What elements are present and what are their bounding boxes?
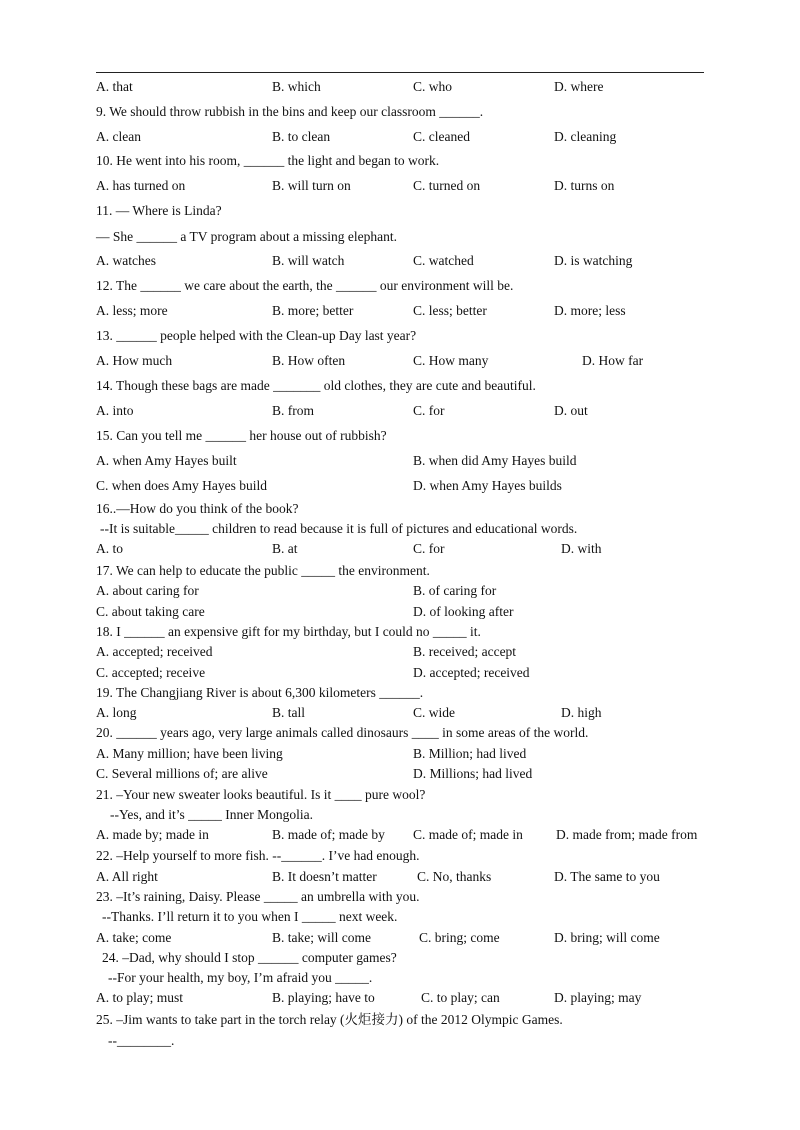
option-d: D. made from; made from: [556, 827, 698, 842]
option-c: C. accepted; receive: [96, 665, 206, 680]
option-b: B. which: [272, 79, 321, 94]
option-d: D. How far: [582, 353, 644, 368]
option-b: B. take; will come: [272, 930, 371, 945]
option-a: A. All right: [96, 869, 158, 884]
option-b: B. received; accept: [413, 644, 517, 659]
option-d: D. accepted; received: [413, 665, 530, 680]
option-d: D. The same to you: [554, 869, 660, 884]
option-c: C. cleaned: [413, 129, 470, 144]
option-a: A. into: [96, 403, 134, 418]
option-a: A. when Amy Hayes built: [96, 453, 237, 468]
option-d: D. high: [561, 705, 602, 720]
option-c: C. wide: [413, 705, 455, 720]
option-a: A. less; more: [96, 303, 168, 318]
option-d: D. playing; may: [554, 990, 642, 1005]
option-a: A. about caring for: [96, 583, 199, 598]
option-d: D. bring; will come: [554, 930, 660, 945]
option-b: B. made of; made by: [272, 827, 385, 842]
option-c: C. to play; can: [421, 990, 500, 1005]
header-rule: [96, 72, 704, 73]
option-d: D. turns on: [554, 178, 615, 193]
option-b: B. more; better: [272, 303, 354, 318]
option-b: B. tall: [272, 705, 305, 720]
option-a: A. that: [96, 79, 133, 94]
option-c: C. Several millions of; are alive: [96, 766, 268, 781]
option-b: B. Million; had lived: [413, 746, 527, 761]
option-c: C. when does Amy Hayes build: [96, 478, 267, 493]
option-c: C. who: [413, 79, 453, 94]
option-a: A. Many million; have been living: [96, 746, 283, 761]
option-b: B. It doesn’t matter: [272, 869, 377, 884]
option-a: A. watches: [96, 253, 156, 268]
option-c: C. How many: [413, 353, 489, 368]
option-c: C. watched: [413, 253, 474, 268]
option-d: D. of looking after: [413, 604, 514, 619]
option-d: D. cleaning: [554, 129, 617, 144]
option-a: A. accepted; received: [96, 644, 213, 659]
option-b: B. playing; have to: [272, 990, 375, 1005]
option-a: A. to: [96, 541, 123, 556]
option-b: B. will watch: [272, 253, 345, 268]
option-b: B. of caring for: [413, 583, 497, 598]
option-c: C. for: [413, 403, 445, 418]
option-d: D. out: [554, 403, 588, 418]
option-a: A. long: [96, 705, 137, 720]
option-c: C. less; better: [413, 303, 487, 318]
option-a: A. to play; must: [96, 990, 183, 1005]
option-c: C. bring; come: [419, 930, 500, 945]
option-d: D. where: [554, 79, 604, 94]
option-b: B. at: [272, 541, 298, 556]
option-b: B. will turn on: [272, 178, 351, 193]
option-d: D. when Amy Hayes builds: [413, 478, 562, 493]
option-c: C. for: [413, 541, 445, 556]
option-b: B. How often: [272, 353, 346, 368]
option-a: A. made by; made in: [96, 827, 209, 842]
option-c: C. about taking care: [96, 604, 205, 619]
option-b: B. to clean: [272, 129, 331, 144]
option-a: A. clean: [96, 129, 141, 144]
exam-page: A. that B. which C. who D. where 9. We should throw rubbish in the bins and keep our classroom ______. A. clean B. to clean C. cleaned D. cleaning 10. He went into his room, ______ the light and began to work. A. has turned on B. will turn on C. turned on D. turns on 11. — Where is Linda? — She ______ a TV program about a missing elephant. A. watches B. will watch C. watched D. is watching 12. The ______ we care about the earth, the ______ our environment will be. A. less; more B. more; better C. less; better D. more; less 13. ______ people helped with the Clean-up Day last year? A. How much B. How often C. How many D. How far 14. Though these bags are made _______ old clothes, they are cute and beautiful. A. into B. from C. for D. out 15. Can you tell me ______ her house out of rubbish? A. when Amy Hayes built B. when did Amy Hayes build C. when does Amy Hayes build D. when Amy Hayes builds 16..—How do you think of the book? --It is suitable_____ children to read because it is full of pictures and educational words. A. to B. at C. for D. with 17. We can help to educate the public _____ the environment. A. about caring for B. of caring for C. about taking care D. of looking after 18. I ______ an expensive gift for my birthday, but I could no _____ it. A. accepted; received B. received; accept C. accepted; receive D. accepted; received 19. The Changjiang River is about 6,300 kilometers ______. A. long B. tall C. wide D. high 20. ______ years ago, very large animals called dinosaurs ____ in some areas of the world. A. Many million; have been living B. Million; had lived C. Several millions of; are alive D. Millions; had lived 21. –Your new sweater looks beautiful. Is it ____ pure wool? --Yes, and it’s _____ Inner Mongolia. A. made by; made in B. made of; made by C. made of; made in D. made from; made from 22. –Help yourself to more fish. --______. I’ve had enough. A. All right B. It doesn’t matter C. No, thanks D. The same to you 23. –It’s raining, Daisy. Please _____ an umbrella with you. --Thanks. I’ll return it to you when I _____ next week. A. take; come B. take; will come C. bring; come D. bring; will come 24. –Dad, why should I stop ______ computer games? --For your health, my boy, I’m afraid you _____. A. to play; must B. playing; have to C. to play; can D. playing; may 25. –Jim wants to take part in the torch relay (火炬接力) of the 2012 Olympic Games. --________.: [0, 0, 800, 1130]
option-b: B. when did Amy Hayes build: [413, 453, 577, 468]
option-a: A. How much: [96, 353, 173, 368]
option-d: D. more; less: [554, 303, 626, 318]
option-d: D. is watching: [554, 253, 633, 268]
option-a: A. take; come: [96, 930, 172, 945]
option-d: D. with: [561, 541, 602, 556]
option-c: C. made of; made in: [413, 827, 523, 842]
option-c: C. turned on: [413, 178, 481, 193]
option-d: D. Millions; had lived: [413, 766, 533, 781]
option-b: B. from: [272, 403, 314, 418]
option-c: C. No, thanks: [417, 869, 492, 884]
option-a: A. has turned on: [96, 178, 186, 193]
